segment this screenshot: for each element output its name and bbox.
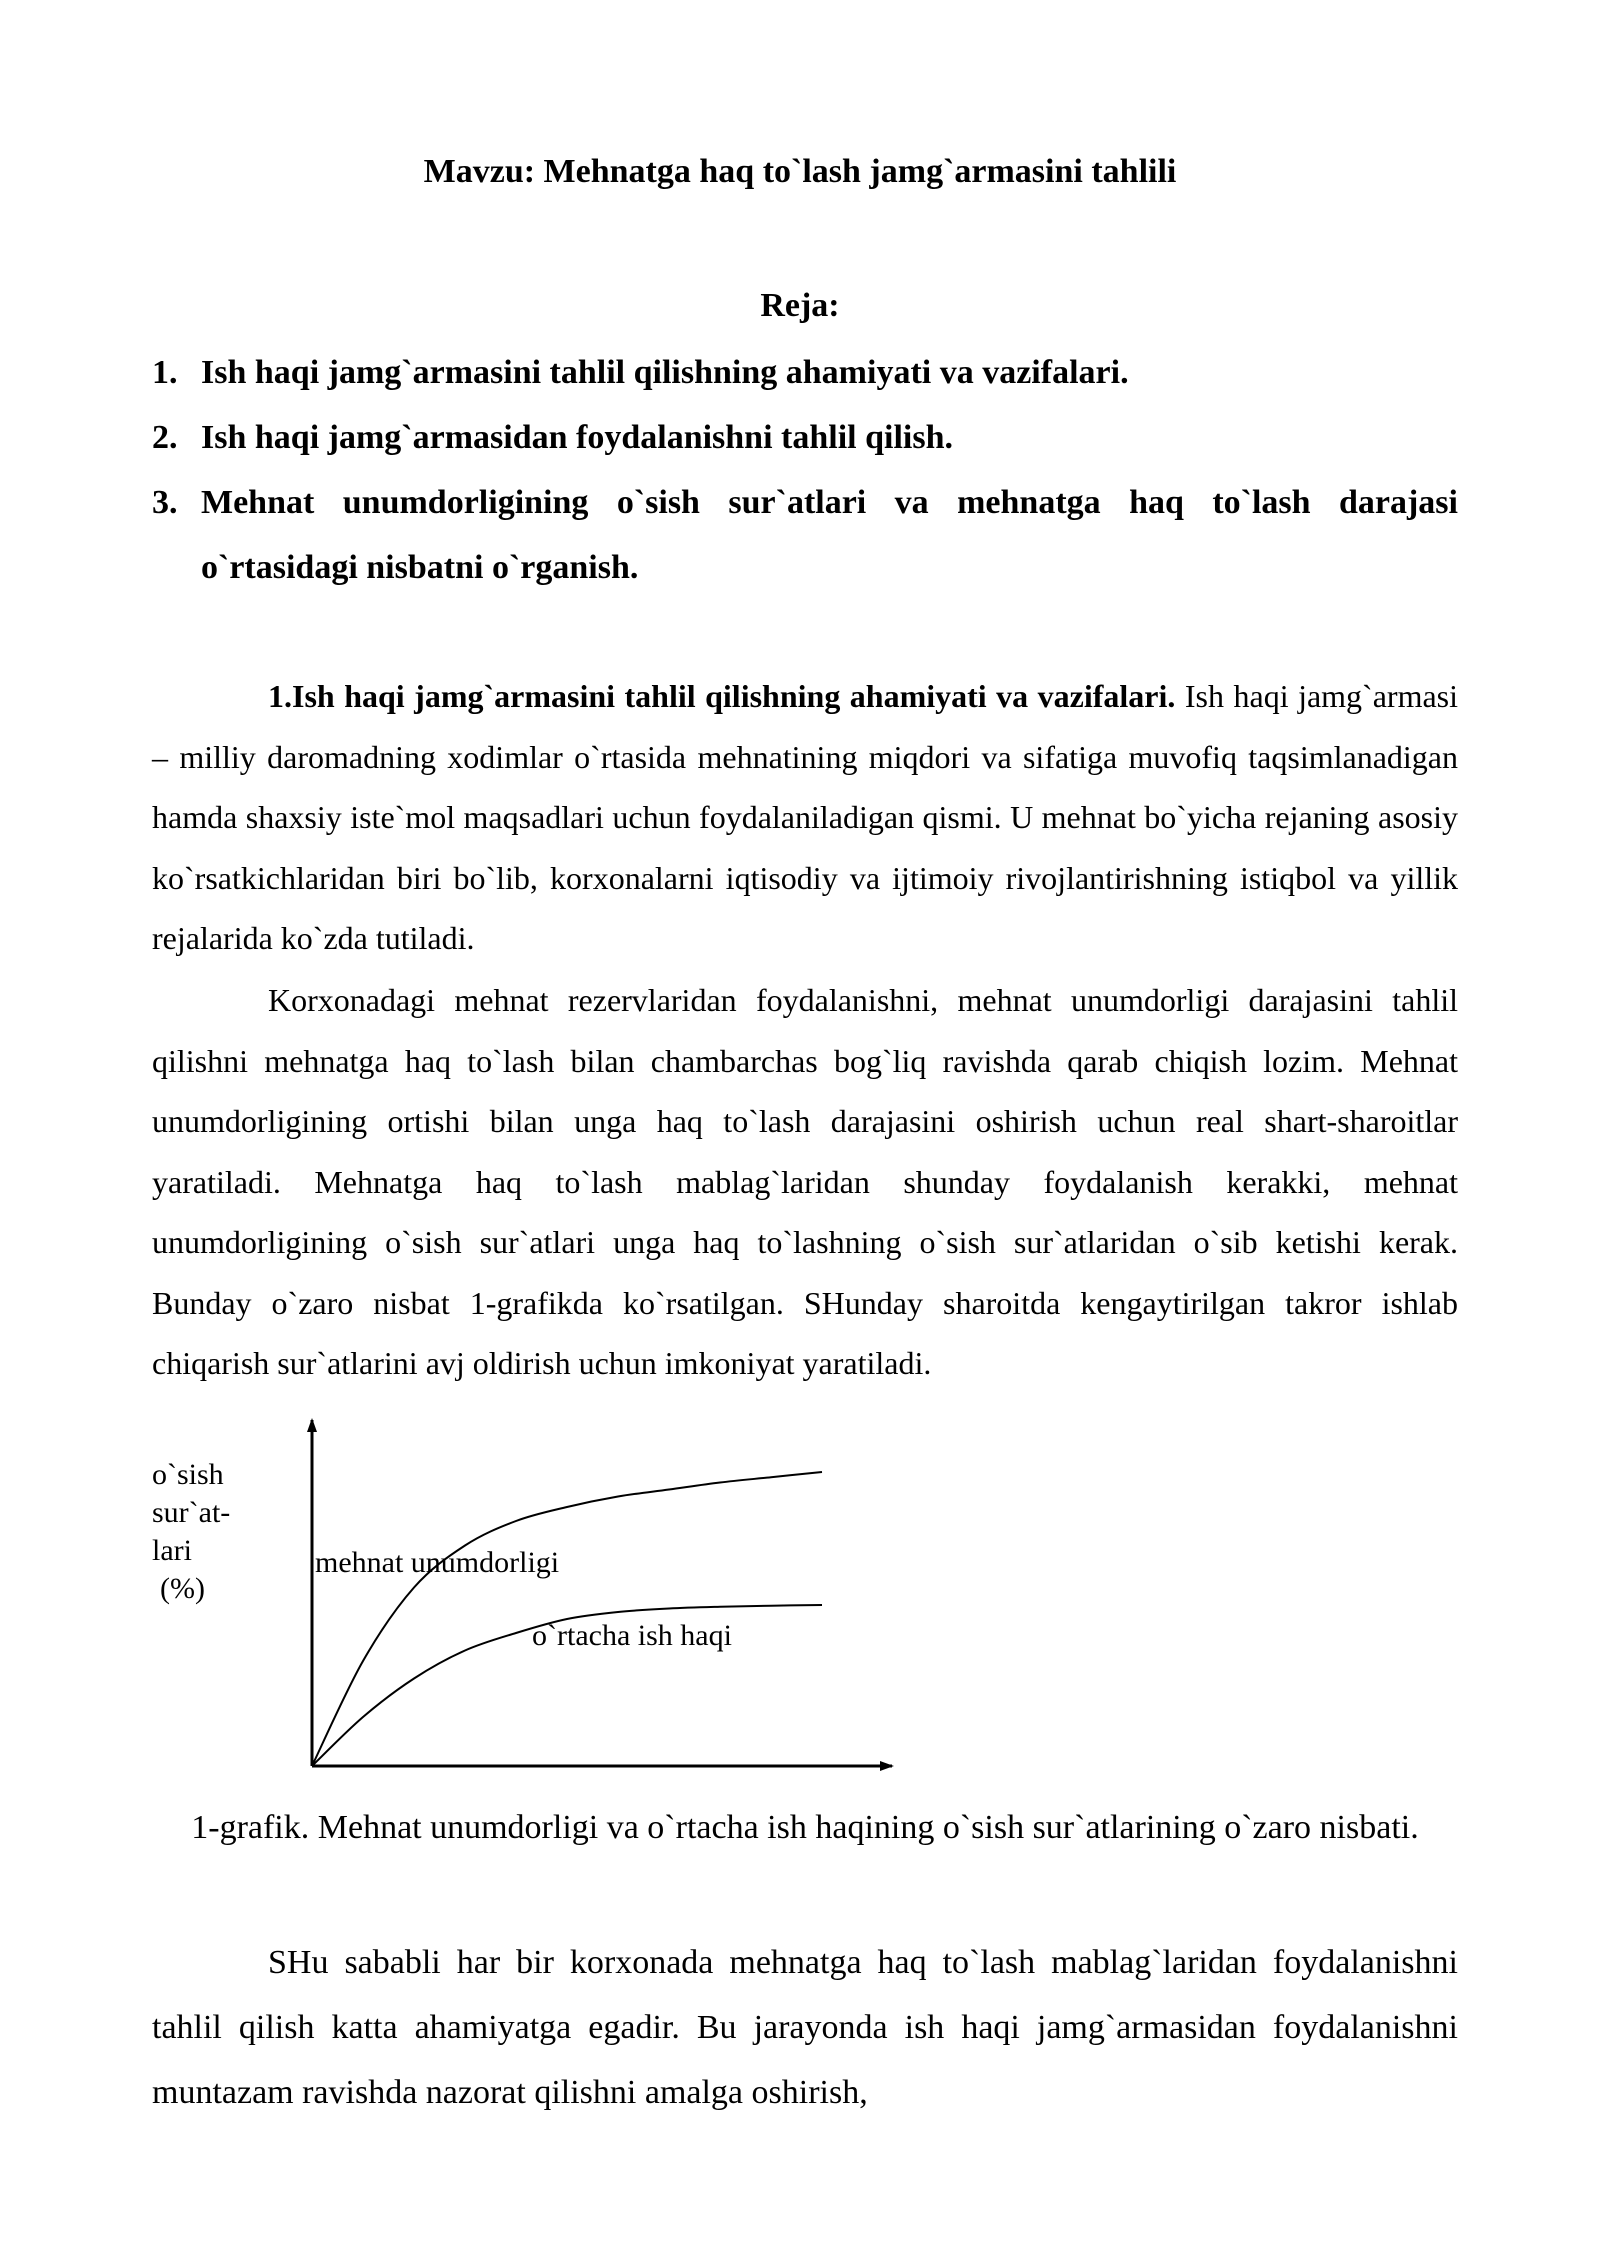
plan-item-text: Mehnat unumdorligining o`sish sur`atlari va mehnatga haq to`lash darajasi o`rtasidagi nisbatni o`rganish.: [201, 484, 1458, 586]
plan-item: [152, 405, 1458, 470]
y-label-line: sur`at-: [152, 1496, 231, 1529]
y-label-line: lari: [152, 1534, 192, 1567]
plan-item: [152, 470, 1458, 600]
plan-heading: Reja:: [760, 287, 840, 324]
plan-list: [152, 340, 1458, 600]
section-1-paragraph: [152, 666, 1458, 969]
plan-item-text: Ish haqi jamg`armasini tahlil qilishning ahamiyati va vazifalari.: [201, 354, 1129, 391]
body-paragraph-3: SHu sababli har bir korxonada mehnatga haq to`lash mablag`laridan foydalanishni tahlil qilish katta ahamiyatga egadir. Bu jarayonda ish haqi jamg`armasidan foydalanishni muntazam ravishda nazorat qilishni amalga oshirish,: [152, 1944, 1458, 2111]
plan-item-text: Ish haqi jamg`armasidan foydalanishni tahlil qilish.: [201, 419, 954, 456]
plan-item-number: 2.: [152, 419, 178, 456]
section-1-body: Ish haqi jamg`armasi – milliy daromadning xodimlar o`rtasida mehnatining miqdori va sifatiga muvofiq taqsimlanadigan hamda shaxsiy iste`mol maqsadlari uchun foydalaniladigan qismi. U mehnat bo`yicha rejaning asosiy ko`rsatkichlaridan biri bo`lib, korxonalarni iqtisodiy va ijtimoiy rivojlantirishning istiqbol va yillik rejalarida ko`zda tutiladi.: [152, 678, 1459, 956]
section-1-heading: 1.Ish haqi jamg`armasini tahlil qilishning ahamiyati va vazifalari.: [268, 678, 1176, 714]
plan-item: [152, 340, 1458, 405]
series-label-ortacha-ish-haqi: o`rtacha ish haqi: [532, 1619, 732, 1652]
y-label-line: o`sish: [152, 1458, 224, 1491]
plan-item-number: 1.: [152, 354, 178, 391]
plan-item-number: 3.: [152, 484, 178, 521]
document-title: Mavzu: Mehnatga haq to`lash jamg`armasini tahlili: [423, 153, 1177, 190]
series-label-mehnat-unumdorligi: mehnat unumdorligi: [315, 1546, 560, 1579]
body-paragraph-2: Korxonadagi mehnat rezervlaridan foydalanishni, mehnat unumdorligi darajasini tahlil qilishni mehnatga haq to`lash bilan chambarchas bog`liq ravishda qarab chiqish lozim. Mehnat unumdorligining ortishi bilan unga haq to`lash darajasini oshirish uchun real shart-sharoitlar yaratiladi. Mehnatga haq to`lash mablag`laridan shunday foydalanish kerakki, mehnat unumdorligining o`sish sur`atlari unga haq to`lashning o`sish sur`atlaridan o`sib ketishi kerak. Bunday o`zaro nisbat 1-grafikda ko`rsatilgan. SHunday sharoitda kengaytirilgan takror ishlab chiqarish sur`atlarini avj oldirish uchun imkoniyat yaratiladi.: [152, 982, 1458, 1381]
chart-caption: 1-grafik. Mehnat unumdorligi va o`rtacha ish haqining o`sish sur`atlarining o`zaro nisbati.: [191, 1809, 1419, 1846]
growth-chart: [0, 1400, 1600, 1800]
y-label-line: (%): [160, 1572, 205, 1605]
chart-canvas: [0, 1400, 1600, 1800]
